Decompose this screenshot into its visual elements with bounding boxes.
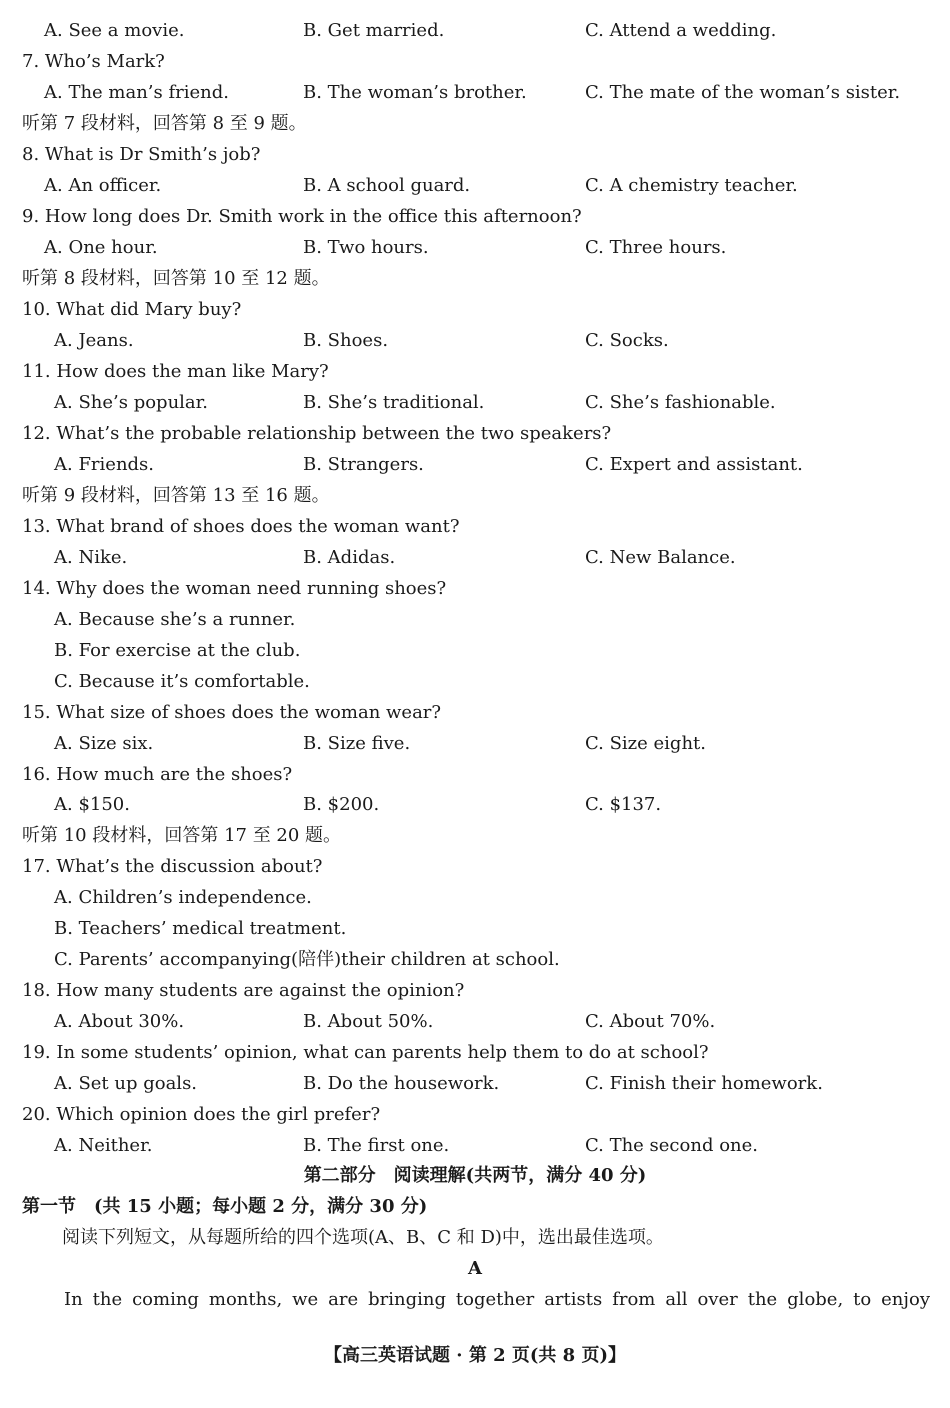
q14-option-b: B. For exercise at the club. bbox=[54, 640, 301, 661]
q10-option-b: B. Shoes. bbox=[303, 330, 389, 351]
q14-option-c: C. Because it’s comfortable. bbox=[54, 671, 310, 692]
q11-option-a: A. She’s popular. bbox=[54, 392, 209, 413]
q13-stem: 13. What brand of shoes does the woman want? bbox=[22, 516, 460, 537]
q8-stem: 8. What is Dr Smith’s job? bbox=[22, 144, 261, 165]
q16-stem: 16. How much are the shoes? bbox=[22, 764, 293, 785]
q17-option-a: A. Children’s independence. bbox=[54, 887, 312, 908]
q19-option-a: A. Set up goals. bbox=[54, 1073, 198, 1094]
q18-option-c: C. About 70%. bbox=[585, 1011, 716, 1032]
q16-option-c: C. $137. bbox=[585, 794, 662, 815]
q16-option-b: B. $200. bbox=[303, 794, 380, 815]
part-2-title: 第二部分 阅读理解(共两节，满分 40 分) bbox=[303, 1165, 647, 1186]
q6-option-a: A. See a movie. bbox=[44, 20, 185, 41]
material-7-heading: 听第 7 段材料，回答第 8 至 9 题。 bbox=[22, 113, 307, 134]
q8-option-c: C. A chemistry teacher. bbox=[585, 175, 798, 196]
q7-option-a: A. The man’s friend. bbox=[44, 82, 230, 103]
q18-option-b: B. About 50%. bbox=[303, 1011, 434, 1032]
page-footer: 【高三英语试题 · 第 2 页(共 8 页)】 bbox=[324, 1345, 626, 1366]
q15-stem: 15. What size of shoes does the woman wear? bbox=[22, 702, 442, 723]
q13-option-a: A. Nike. bbox=[54, 547, 128, 568]
q10-stem: 10. What did Mary buy? bbox=[22, 299, 242, 320]
q7-option-c: C. The mate of the woman’s sister. bbox=[585, 82, 901, 103]
q16-options bbox=[0, 790, 950, 820]
q13-option-c: C. New Balance. bbox=[585, 547, 736, 568]
q9-stem: 9. How long does Dr. Smith work in the office this afternoon? bbox=[22, 206, 582, 227]
q9-option-b: B. Two hours. bbox=[303, 237, 429, 258]
q18-stem: 18. How many students are against the opinion? bbox=[22, 980, 465, 1001]
q20-stem: 20. Which opinion does the girl prefer? bbox=[22, 1104, 381, 1125]
q19-options bbox=[0, 1069, 950, 1099]
q14-stem: 14. Why does the woman need running shoes? bbox=[22, 578, 447, 599]
passage-label: A bbox=[468, 1258, 482, 1279]
q11-option-b: B. She’s traditional. bbox=[303, 392, 485, 413]
q7-stem: 7. Who’s Mark? bbox=[22, 51, 165, 72]
q15-option-b: B. Size five. bbox=[303, 733, 411, 754]
q20-options bbox=[0, 1131, 950, 1161]
q19-option-c: C. Finish their homework. bbox=[585, 1073, 823, 1094]
q8-options bbox=[0, 171, 950, 201]
q19-option-b: B. Do the housework. bbox=[303, 1073, 500, 1094]
q16-option-a: A. $150. bbox=[54, 794, 130, 815]
q12-options bbox=[0, 450, 950, 480]
q11-stem: 11. How does the man like Mary? bbox=[22, 361, 329, 382]
material-10-heading: 听第 10 段材料，回答第 17 至 20 题。 bbox=[22, 825, 342, 846]
q15-option-c: C. Size eight. bbox=[585, 733, 706, 754]
q15-option-a: A. Size six. bbox=[54, 733, 154, 754]
q12-stem: 12. What’s the probable relationship between the two speakers? bbox=[22, 423, 612, 444]
q10-option-c: C. Socks. bbox=[585, 330, 669, 351]
material-9-heading: 听第 9 段材料，回答第 13 至 16 题。 bbox=[22, 485, 330, 506]
q9-options bbox=[0, 233, 950, 263]
passage-a-line: In the coming months, we are bringing together artists from all over the globe, to enjoy bbox=[64, 1289, 930, 1310]
q8-option-a: A. An officer. bbox=[44, 175, 162, 196]
q12-option-a: A. Friends. bbox=[54, 454, 155, 475]
q12-option-b: B. Strangers. bbox=[303, 454, 424, 475]
q17-option-b: B. Teachers’ medical treatment. bbox=[54, 918, 347, 939]
q20-option-b: B. The first one. bbox=[303, 1135, 450, 1156]
q12-option-c: C. Expert and assistant. bbox=[585, 454, 803, 475]
q17-stem: 17. What’s the discussion about? bbox=[22, 856, 323, 877]
section-1-title: 第一节 (共 15 小题；每小题 2 分，满分 30 分) bbox=[22, 1196, 428, 1217]
q20-option-c: C. The second one. bbox=[585, 1135, 758, 1156]
q11-options bbox=[0, 388, 950, 418]
q19-stem: 19. In some students’ opinion, what can parents help them to do at school? bbox=[22, 1042, 709, 1063]
q7-option-b: B. The woman’s brother. bbox=[303, 82, 527, 103]
q9-option-a: A. One hour. bbox=[44, 237, 158, 258]
q17-option-c: C. Parents’ accompanying(陪伴)their children at school. bbox=[54, 949, 560, 970]
q10-option-a: A. Jeans. bbox=[54, 330, 134, 351]
q18-option-a: A. About 30%. bbox=[54, 1011, 185, 1032]
reading-instruction: 阅读下列短文，从每题所给的四个选项(A、B、C 和 D)中，选出最佳选项。 bbox=[62, 1227, 664, 1248]
q6-option-b: B. Get married. bbox=[303, 20, 445, 41]
q7-options bbox=[0, 78, 950, 108]
q8-option-b: B. A school guard. bbox=[303, 175, 471, 196]
q13-options bbox=[0, 543, 950, 573]
q14-option-a: A. Because she’s a runner. bbox=[54, 609, 296, 630]
q20-option-a: A. Neither. bbox=[54, 1135, 153, 1156]
q6-option-c: C. Attend a wedding. bbox=[585, 20, 777, 41]
q11-option-c: C. She’s fashionable. bbox=[585, 392, 776, 413]
q15-options bbox=[0, 729, 950, 759]
material-8-heading: 听第 8 段材料，回答第 10 至 12 题。 bbox=[22, 268, 330, 289]
q6-options bbox=[0, 16, 950, 46]
q13-option-b: B. Adidas. bbox=[303, 547, 396, 568]
q18-options bbox=[0, 1007, 950, 1037]
q10-options bbox=[0, 326, 950, 356]
q9-option-c: C. Three hours. bbox=[585, 237, 727, 258]
